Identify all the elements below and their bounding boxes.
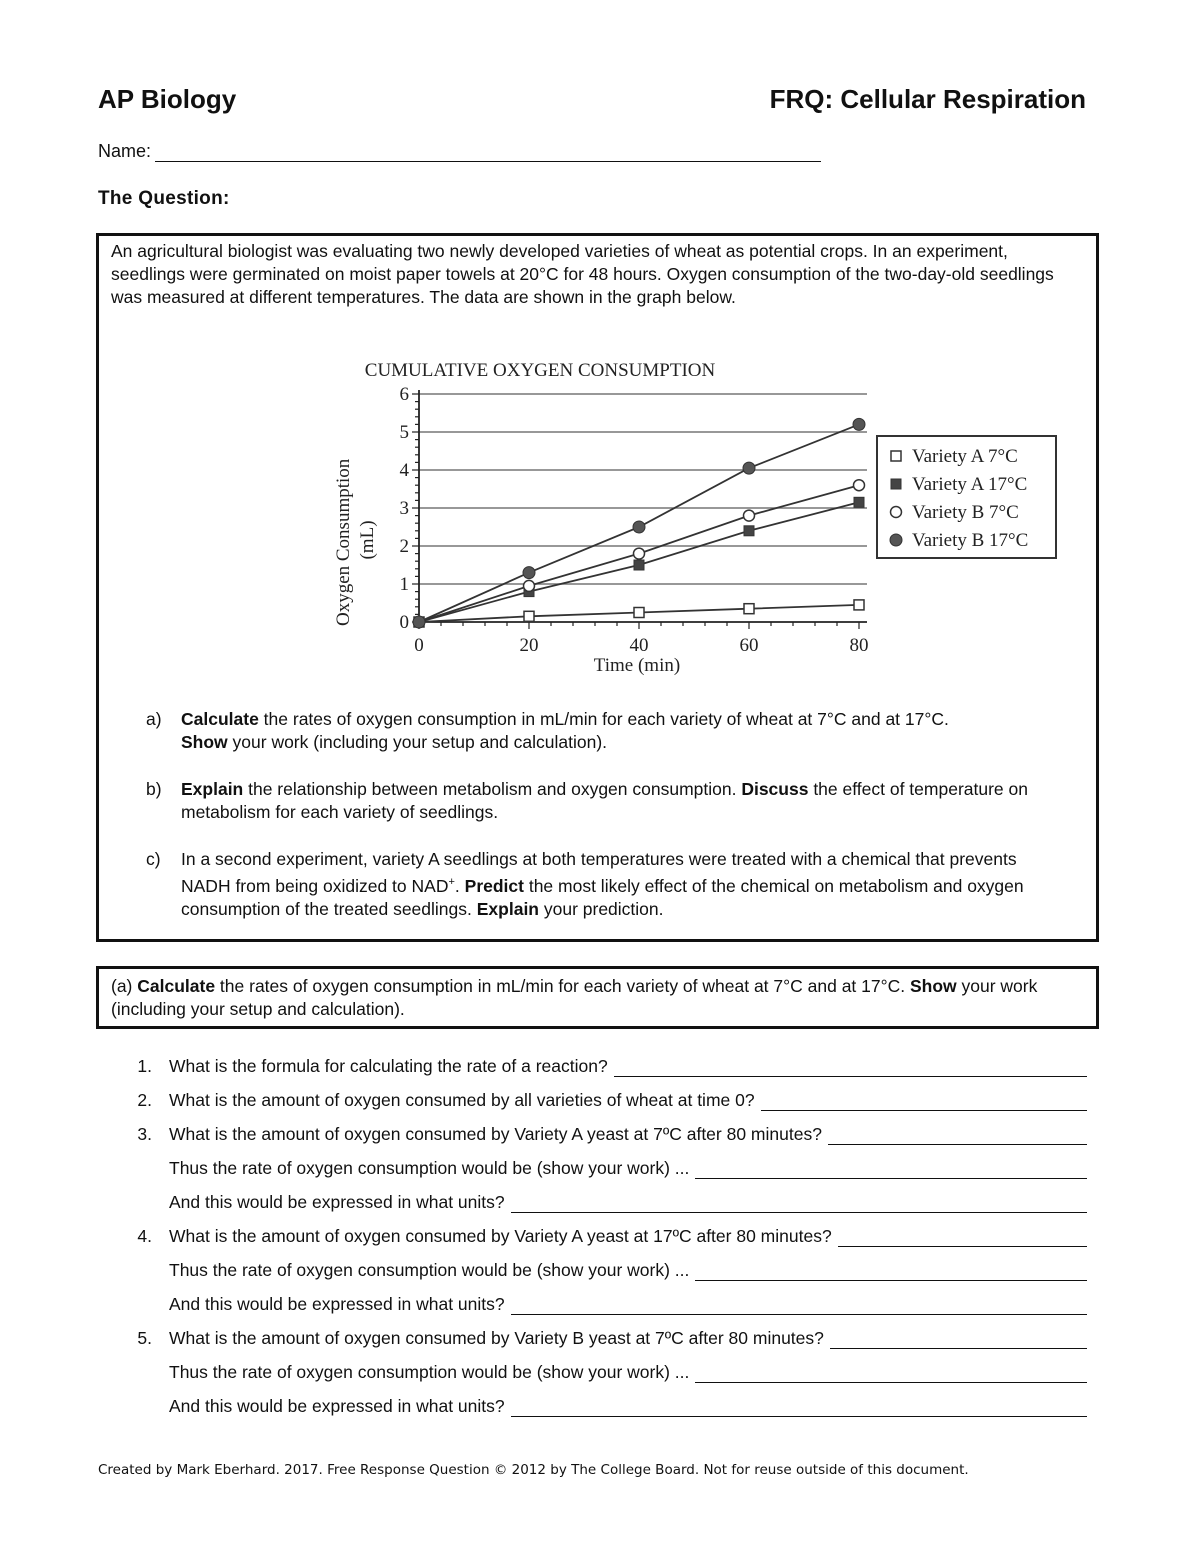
open-circle-marker xyxy=(634,548,645,559)
y-tick-label: 2 xyxy=(399,536,409,557)
open-square-marker xyxy=(854,600,864,610)
part-c-text-0: In a second experiment, variety A seedlings at both temperatures were treated with a chemical that prevents NADH from being oxidized to NAD xyxy=(181,849,1017,896)
prompt-row xyxy=(169,1192,1087,1213)
name-label: Name: xyxy=(98,141,152,161)
prompt-row xyxy=(169,1124,1087,1145)
open-square-marker xyxy=(744,604,754,614)
part-letter: c) xyxy=(146,849,161,869)
answer-blank-line[interactable] xyxy=(695,1364,1087,1383)
question-heading: The Question: xyxy=(98,188,230,209)
part-a-text-1: the rates of oxygen consumption in mL/min for each variety of wheat at 7°C and at 17°C. xyxy=(258,709,949,729)
filled-circle-marker xyxy=(743,462,755,474)
chart-title: CUMULATIVE OXYGEN CONSUMPTION xyxy=(364,360,716,381)
open-square-marker xyxy=(634,608,644,618)
chart-series xyxy=(413,418,865,628)
x-axis-label: Time (min) xyxy=(593,655,681,676)
y-tick-label: 0 xyxy=(399,612,409,633)
x-tick-label: 0 xyxy=(414,635,424,656)
part-c-verb-2: Explain xyxy=(476,898,539,919)
name-blank-line[interactable] xyxy=(155,143,821,162)
prompt-text: What is the amount of oxygen consumed by all varieties of wheat at time 0? xyxy=(169,1090,755,1110)
filled-square-marker xyxy=(854,497,864,507)
prompt-row xyxy=(169,1328,1087,1349)
answer-blank-line[interactable] xyxy=(614,1058,1087,1077)
legend-label: Variety A 17°C xyxy=(912,474,1028,495)
open-square-marker xyxy=(891,451,901,461)
x-tick-label: 40 xyxy=(629,635,649,656)
prompt-number: 1. xyxy=(137,1056,152,1076)
part-c-verb-1: Predict xyxy=(464,875,524,896)
y-tick-label: 3 xyxy=(399,498,409,519)
question-box xyxy=(96,233,1099,942)
filled-circle-marker xyxy=(523,567,535,579)
answer-blank-line[interactable] xyxy=(695,1160,1087,1179)
part-body xyxy=(181,778,1051,824)
legend-label: Variety B 17°C xyxy=(912,530,1029,551)
part-a-text-2: your work (including your setup and calculation). xyxy=(227,732,608,752)
part-letter: a) xyxy=(146,709,162,729)
open-circle-marker xyxy=(854,480,865,491)
prompt-row xyxy=(169,1226,1087,1247)
part-c-superscript: + xyxy=(448,876,455,888)
filled-circle-marker xyxy=(413,616,425,628)
open-circle-marker xyxy=(744,510,755,521)
y-tick-label: 5 xyxy=(399,422,409,443)
filled-square-marker xyxy=(744,526,754,536)
y-tick-label: 1 xyxy=(399,574,409,595)
part-b-text-1: the relationship between metabolism and oxygen consumption. xyxy=(243,779,742,799)
y-tick-label: 4 xyxy=(399,460,409,481)
answer-blank-line[interactable] xyxy=(838,1228,1087,1247)
prompt-text: Thus the rate of oxygen consumption would be (show your work) ... xyxy=(169,1158,690,1178)
legend-label: Variety A 7°C xyxy=(912,446,1018,467)
filled-circle-marker xyxy=(853,418,865,430)
prompt-row xyxy=(169,1294,1087,1315)
name-row xyxy=(98,141,821,162)
answer-blank-line[interactable] xyxy=(695,1262,1087,1281)
filled-square-marker xyxy=(634,560,644,570)
prompt-row xyxy=(169,1396,1087,1417)
x-tick-label: 20 xyxy=(519,635,539,656)
prompt-number: 5. xyxy=(137,1328,152,1348)
part-a-box xyxy=(96,966,1099,1029)
answer-blank-line[interactable] xyxy=(511,1194,1087,1213)
prompt-text: What is the amount of oxygen consumed by Variety B yeast at 7ºC after 80 minutes? xyxy=(169,1328,824,1348)
answer-blank-line[interactable] xyxy=(828,1126,1087,1145)
filled-circle-marker xyxy=(633,521,645,533)
part-letter: b) xyxy=(146,779,162,799)
prompt-number: 2. xyxy=(137,1090,152,1110)
prompt-text: And this would be expressed in what units? xyxy=(169,1396,505,1416)
header-worksheet-title: FRQ: Cellular Respiration xyxy=(769,84,1086,114)
open-circle-marker xyxy=(524,580,535,591)
legend-label: Variety B 7°C xyxy=(912,502,1019,523)
series-3 xyxy=(413,418,865,628)
part-c-text-2: your prediction. xyxy=(539,898,664,919)
chart-axes xyxy=(419,390,867,622)
x-tick-label: 80 xyxy=(849,635,869,656)
prompt-number: 4. xyxy=(137,1226,152,1246)
filled-circle-marker xyxy=(890,534,902,546)
question-intro: An agricultural biologist was evaluating two newly developed varieties of wheat as potential crops. In an experiment, seedlings were germinated on moist paper towels at 20°C for 48 hours. Oxygen consumption of the two-day-old seedlings was measured at different temperatures. The data are shown in the graph below. xyxy=(111,241,1054,307)
part-body xyxy=(181,708,1051,754)
prompt-row xyxy=(169,1090,1087,1111)
prompt-row xyxy=(169,1158,1087,1179)
prompt-number: 3. xyxy=(137,1124,152,1144)
prompt-text: Thus the rate of oxygen consumption would be (show your work) ... xyxy=(169,1260,690,1280)
chart-legend xyxy=(877,436,1056,558)
answer-blank-line[interactable] xyxy=(830,1330,1087,1349)
prompt-text: What is the amount of oxygen consumed by Variety A yeast at 7ºC after 80 minutes? xyxy=(169,1124,822,1144)
part-body xyxy=(181,848,1051,921)
y-tick-label: 6 xyxy=(399,384,409,405)
oxygen-consumption-chart xyxy=(237,348,1029,678)
part-a-verb-1: Calculate xyxy=(181,709,259,729)
part-b-verb-2: Discuss xyxy=(741,779,809,799)
prompt-text: What is the amount of oxygen consumed by Variety A yeast at 17ºC after 80 minutes? xyxy=(169,1226,832,1246)
part-b-text-2: the effect of temperature on metabolism for each variety of seedlings. xyxy=(181,779,1028,822)
open-square-marker xyxy=(524,611,534,621)
header-course-title: AP Biology xyxy=(98,84,237,114)
prompt-text: What is the formula for calculating the rate of a reaction? xyxy=(169,1056,608,1076)
prompt-text: Thus the rate of oxygen consumption would be (show your work) ... xyxy=(169,1362,690,1382)
filled-square-marker xyxy=(891,479,901,489)
prompt-row xyxy=(169,1362,1087,1383)
answer-blank-line[interactable] xyxy=(511,1398,1087,1417)
open-circle-marker xyxy=(891,507,902,518)
part-b-verb-1: Explain xyxy=(181,779,244,799)
part-c-text-1: the most likely effect of the chemical on metabolism and oxygen consumption of the treated seedlings. xyxy=(181,875,1024,919)
prompt-row xyxy=(169,1056,1087,1077)
part-a-box-text: (a) Calculate the rates of oxygen consumption in mL/min for each variety of wheat at 7°C and at 17°C. Show your work (including your setup and calculation). xyxy=(111,976,1038,1019)
x-tick-label: 60 xyxy=(739,635,759,656)
prompt-row xyxy=(169,1260,1087,1281)
footer-credit: Created by Mark Eberhard. 2017. Free Response Question © 2012 by The College Board. Not for reuse outside of this document. xyxy=(98,1462,969,1478)
answer-blank-line[interactable] xyxy=(761,1092,1087,1111)
part-c-text-0b: . xyxy=(454,875,465,896)
part-a-verb-2: Show xyxy=(181,732,228,752)
y-axis-label: Oxygen Consumption (mL) xyxy=(333,458,378,627)
prompt-text: And this would be expressed in what units? xyxy=(169,1294,505,1314)
answer-blank-line[interactable] xyxy=(511,1296,1087,1315)
prompt-text: And this would be expressed in what units? xyxy=(169,1192,505,1212)
